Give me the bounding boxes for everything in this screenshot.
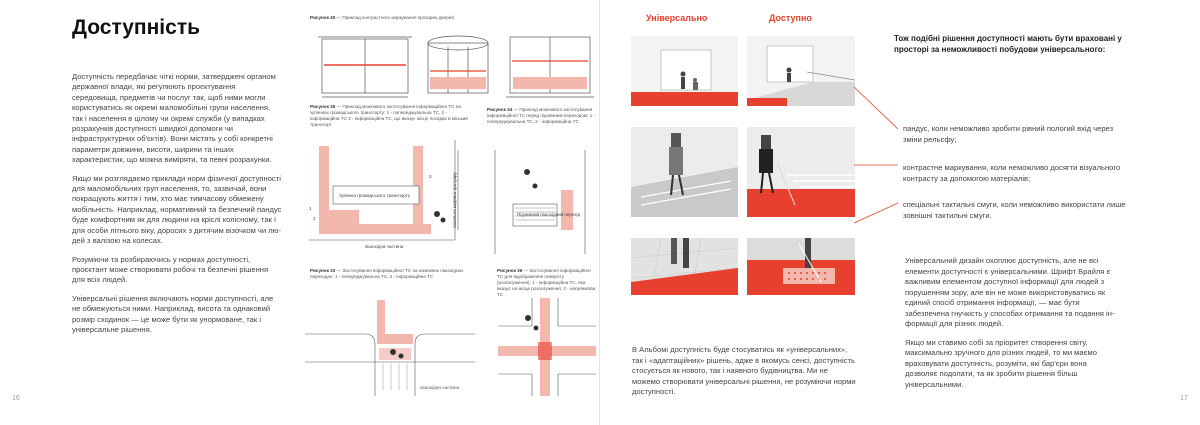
right-page (600, 0, 1200, 425)
photo-level-entrance (631, 36, 738, 106)
photo-tactile-strips (747, 238, 855, 295)
paragraph: Якщо ми розглядаємо приклади норм фізичної доступності для маломобільних груп населення, то, зазвичай, вони покращують життя і тим, хто має тимчасову обмежену мобільність. Наприклад, нормативний та безпечний пандус буде комфортним як для людини на кріслі колісному, так і для особи літнього віку, доросих з дитячим візочком чи людей з валізою на колесах. (72, 173, 282, 246)
right-text (905, 256, 1115, 398)
intro-text (72, 72, 282, 343)
paragraph: Універсальні рішення включають норми доступності, але не обмежуються ними. Наприклад, висота та однаковий розмір сходинок — це може бути як унормоване, так і універсальне рішення. (72, 293, 274, 334)
bullet-item: контрастне маркування, коли неможливо досягти візуального контрасту за допомогою матеріалів; (903, 163, 1121, 183)
width-dimension (452, 150, 464, 230)
walkway-label: пішохідна частина (365, 244, 404, 249)
bullet-item: пандус, коли неможливо зробити рівний пологий вхід через зміни рельєфу; (903, 124, 1114, 144)
page-number: 17 (1180, 395, 1188, 402)
photo-contrast-marking (747, 127, 855, 217)
bullet-item: спеціальні тактильні смуги, коли неможливо використати лише зовнішні тактильні смуги. (903, 200, 1126, 220)
photo-contrast-materials (631, 127, 738, 217)
callout-3: 3 (429, 174, 432, 179)
figure-36-caption: Рисунок 36 — Застосування інформаційної ТС для відображення повороту (розгалуження): 1 - інформаційна ТС, яка вказує на місце розгалуження; 2 - напрямкова ТС (497, 268, 596, 297)
crossing-plan (305, 290, 475, 396)
underpass-plan (485, 150, 597, 260)
bus-stop-plan (305, 140, 470, 255)
bottom-left-paragraph: В Альбомі доступність буде стосуватись як «універсальних», так і «адаптаційних» рішень, адже в якомусь сенсі, доступність стосується як нового, так і наявного будівництва. Ми не можемо створювати універсальні рішення, не розуміючи норми доступності. (632, 345, 856, 396)
figure-40-caption: Рисунок 40 — Приклад контрастного маркування прозорих дверей (310, 15, 454, 20)
figure-34-caption: Рисунок 34 — Приклад можливого застосування інформаційної ТС перед підземним переходом: 1 - попереджувальна ТС, 2 - інформаційна ТС (487, 107, 595, 124)
connector-lines (850, 85, 900, 225)
underpass-label: Підземний пішохідний перехід (517, 212, 581, 217)
bus-stop-label: Зупинка громадського транспорту (339, 193, 411, 198)
walkway-label-bottom: пішохідна частина (420, 385, 460, 390)
svg-text:загальна ширина тротуару: загальна ширина тротуару (452, 172, 457, 228)
callout-2: 2 (313, 216, 316, 221)
paragraph: Доступність передбачає чіткі норми, затверджені органом державної влади, які регулюють проєктування середовища, предметів чи послуг так, щоб ними могли користуватись як окремі маломобільні групи населення, так і населення в цілому чи окремі служби (у випадках розрахунків доступності швидкої допомоги чи інфраструктурних об'єктів). Вони містять у собі конкретні параметри довжини, висоти, ширини та інших характеристик, що можна виміряти, та певні розрахунки. (72, 72, 276, 165)
photo-tactile-outdoor (631, 238, 738, 295)
callout-1: 1 (309, 206, 312, 211)
branching-plan (488, 298, 598, 396)
universal-header: Універсально (646, 13, 708, 23)
paragraph: Розуміючи та розбираючись у нормах доступності, проєктант може створювати робочі та безпечні рішення для всіх людей. (72, 254, 269, 285)
figure-33-caption: Рисунок 33 — Застосування інформаційної ТС на наземних пішохідних переходах: 1 - попереджувальна ТС, 2 - інформаційна ТС (310, 268, 464, 279)
figure-35-caption: Рисунок 35 — Приклад можливого застосування інформаційної ТС на зупинках громадського транспорту: 1 - попереджувальна ТС, 2 - інформаційна ТС 3 - інформаційна ТС, що вказує місце посадки в міський транспорт (310, 104, 468, 127)
page-number: 16 (12, 395, 20, 402)
note-title: Тож подібні рішення доступності мають бути враховані у просторі за неможливості побудови універсального: (894, 34, 1122, 54)
page-title: Доступність (72, 16, 201, 39)
accessible-header: Доступно (769, 13, 812, 23)
door-marking-illustration (310, 25, 595, 100)
paragraph: Якщо ми ставимо собі за пріоритет створення світу, максимально зручного для різних людей, то ми маємо враховувати доступність, розуміти, які бар'єри вона дозволяє подолати, та як зробити рішення більш універсальними. (905, 337, 1097, 389)
photo-ramp-entrance (747, 36, 855, 106)
paragraph: Універсальний дизайн охоплює доступність, але не всі елементи доступності є універсальними. Шрифт Брайля є важливим елементом доступної інформації для людей з порушенням зору, але він не може використовуватись як єдиний спосіб отримання інформації, — має бути забезпечена гнучкість у способах отримання та подання інформації для різних людей. (905, 256, 1115, 328)
